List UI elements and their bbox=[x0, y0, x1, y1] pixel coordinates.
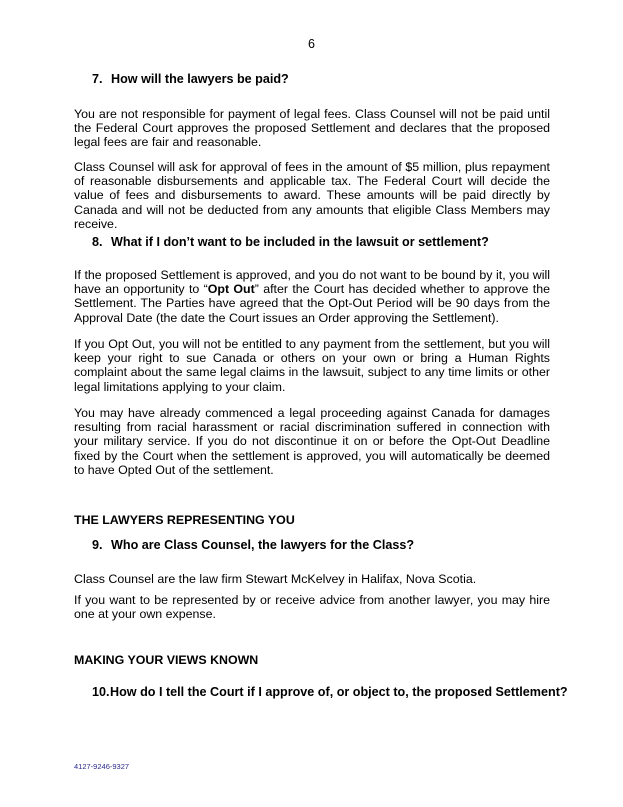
question-number: 10. bbox=[92, 685, 110, 699]
question-number: 7. bbox=[92, 72, 103, 86]
document-id: 4127-9246-9327 bbox=[74, 762, 130, 771]
question-title: What if I don’t want to be included in the lawsuit or settlement? bbox=[111, 235, 489, 249]
q8-paragraph-1: If the proposed Settlement is approved, and you do not want to be bound by it, you will have an opportunity to “Opt Out” after the Court has decided whether to approve the Settlement. The Parties have agreed that the Opt-Out Period will be 90 days from the Approval Date (the date the Court issues an Order approving the Settlement). bbox=[74, 268, 550, 325]
q9-paragraph-2: If you want to be represented by or receive advice from another lawyer, you may hire one at your own expense. bbox=[74, 593, 550, 622]
question-number: 8. bbox=[92, 235, 103, 249]
question-title: Who are Class Counsel, the lawyers for the Class? bbox=[111, 538, 415, 552]
question-title: How do I tell the Court if I approve of, or object to, the proposed Settlement? bbox=[110, 685, 568, 699]
q7-paragraph-2: Class Counsel will ask for approval of fees in the amount of $5 million, plus repayment of reasonable disbursements and applicable tax. The Federal Court will decide the value of fees and disbursements to award. These amounts will be paid directly by Canada and will not be deducted from any amounts that eligible Class Members may receive. bbox=[74, 160, 550, 231]
question-7-heading bbox=[92, 72, 289, 86]
section-heading-views: MAKING YOUR VIEWS KNOWN bbox=[74, 653, 259, 667]
question-8-heading bbox=[92, 235, 489, 249]
opt-out-term: Opt Out bbox=[207, 282, 255, 297]
question-number: 9. bbox=[92, 538, 103, 552]
q8-paragraph-3: You may have already commenced a legal proceeding against Canada for damages resulting from racial harassment or racial discrimination suffered in connection with your military service. If you do not discontinue it on or before the Opt-Out Deadline fixed by the Court when the settlement is approved, you will automatically be deemed to have Opted Out of the settlement. bbox=[74, 406, 550, 477]
q7-paragraph-1: You are not responsible for payment of legal fees. Class Counsel will not be paid until the Federal Court approves the proposed Settlement and declares that the proposed legal fees are fair and reasonable. bbox=[74, 107, 550, 150]
q9-paragraph-1: Class Counsel are the law firm Stewart McKelvey in Halifax, Nova Scotia. bbox=[74, 572, 477, 586]
page-number: 6 bbox=[308, 37, 315, 51]
question-9-heading bbox=[92, 538, 414, 552]
q8-paragraph-2: If you Opt Out, you will not be entitled to any payment from the settlement, but you will keep your right to sue Canada or others on your own or bring a Human Rights complaint about the same legal claims in the lawsuit, subject to any time limits or other legal limitations applying to your claim. bbox=[74, 337, 550, 394]
question-title: How will the lawyers be paid? bbox=[111, 72, 289, 86]
question-10-heading bbox=[92, 685, 568, 699]
section-heading-lawyers: THE LAWYERS REPRESENTING YOU bbox=[74, 513, 295, 527]
